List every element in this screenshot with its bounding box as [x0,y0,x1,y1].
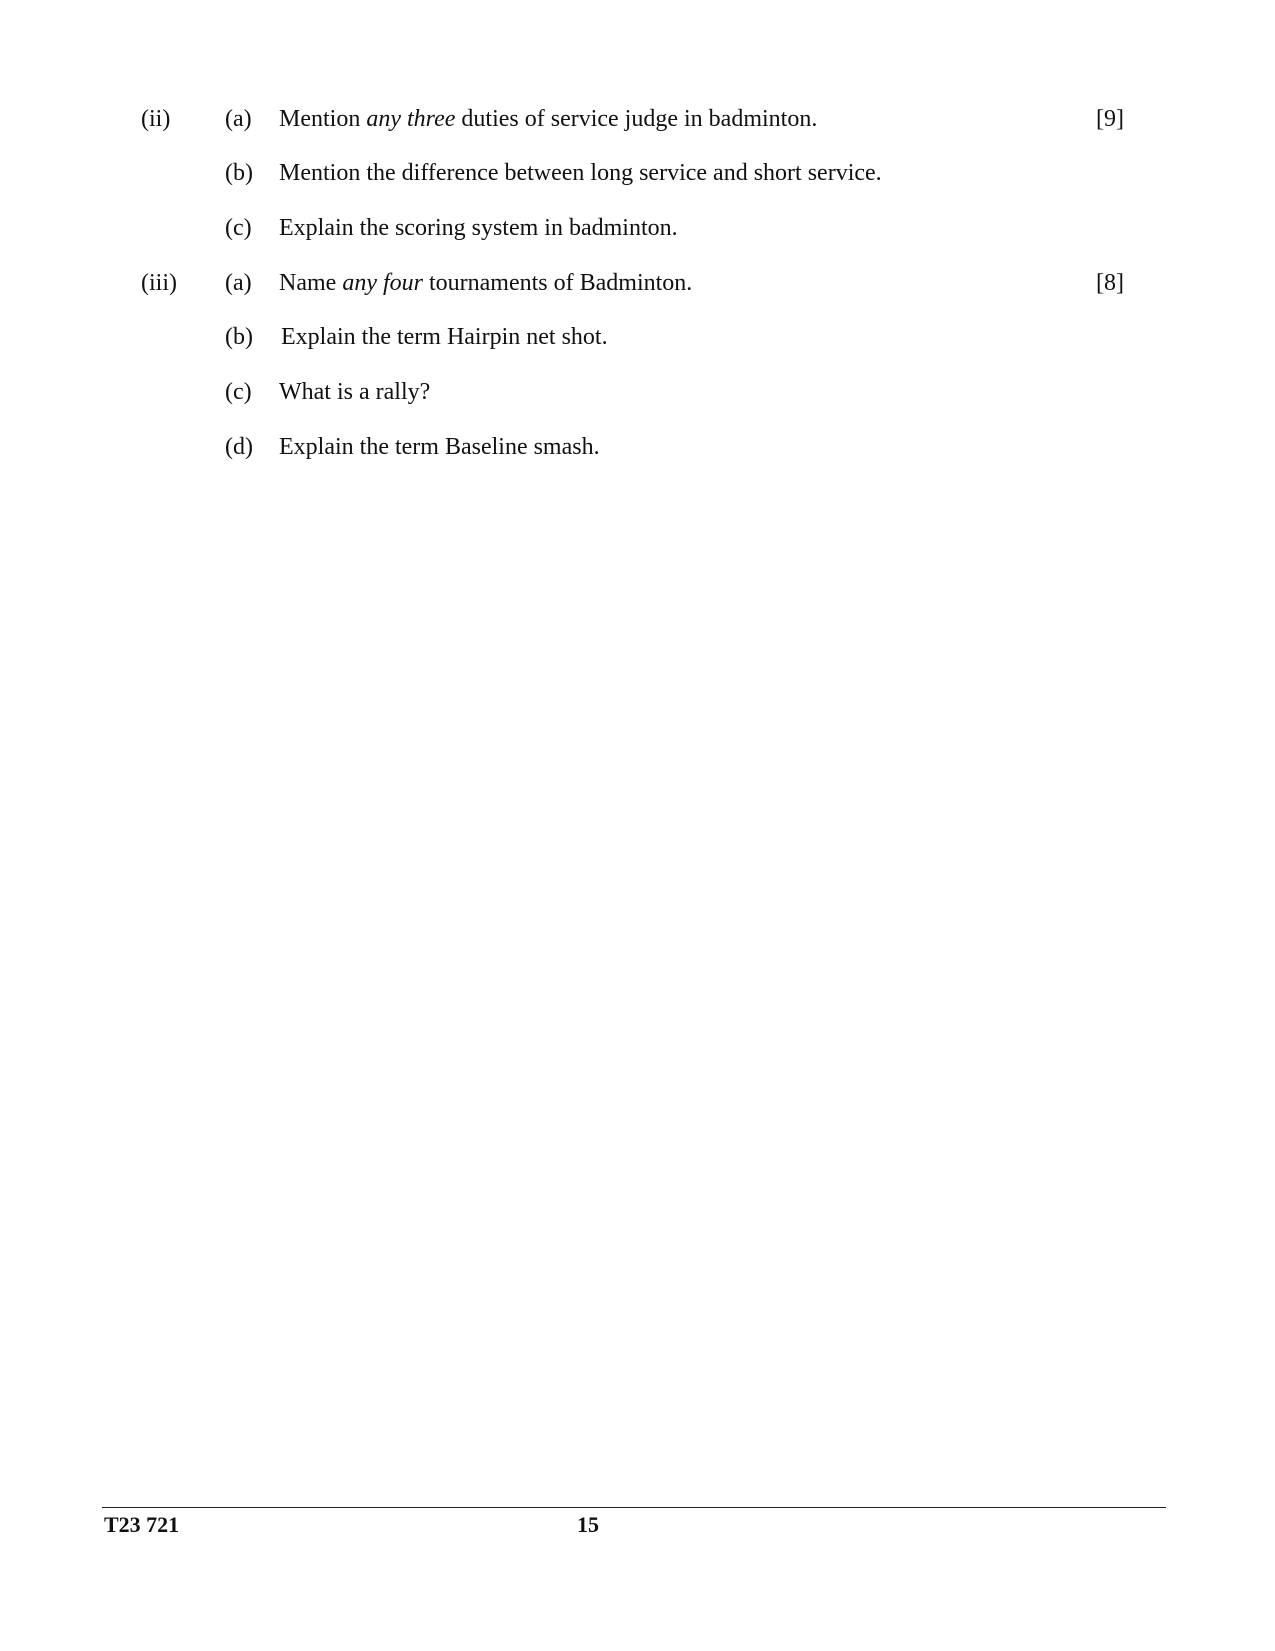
question-text: What is a rally? [279,379,431,405]
question-text: Explain the scoring system in badminton. [279,215,678,241]
question-ii-part-c [0,211,1275,245]
marks-badge: [8] [1096,270,1124,296]
paper-code: T23 721 [104,1512,180,1537]
question-number: (iii) [141,270,177,296]
question-text [279,102,817,136]
question-iii-part-d [0,430,1275,464]
footer-divider [102,1507,1166,1508]
question-text [279,266,692,300]
text-segment: tournaments of Badminton. [422,270,693,296]
part-letter: (b) [225,160,253,186]
part-letter: (a) [225,270,252,296]
question-text: Explain the term Hairpin net shot. [281,324,608,350]
marks-badge: [9] [1096,106,1124,132]
page-number: 15 [577,1512,599,1537]
emphasis-text: any three [366,106,456,132]
part-letter: (a) [225,106,252,132]
question-text: Explain the term Baseline smash. [279,434,600,460]
part-letter: (c) [225,215,252,241]
question-iii-part-b [0,320,1275,354]
text-segment: Mention [279,106,367,132]
text-segment: Name [279,270,343,296]
question-iii-part-c [0,375,1275,409]
emphasis-text: any four [342,270,423,296]
question-ii-part-a [0,102,1275,136]
text-segment: duties of service judge in badminton. [455,106,818,132]
part-letter: (d) [225,434,253,460]
question-iii-part-a [0,266,1275,300]
question-number: (ii) [141,106,171,132]
question-text: Mention the difference between long service and short service. [279,160,882,186]
part-letter: (c) [225,379,252,405]
question-ii-part-b [0,156,1275,190]
part-letter: (b) [225,324,253,350]
